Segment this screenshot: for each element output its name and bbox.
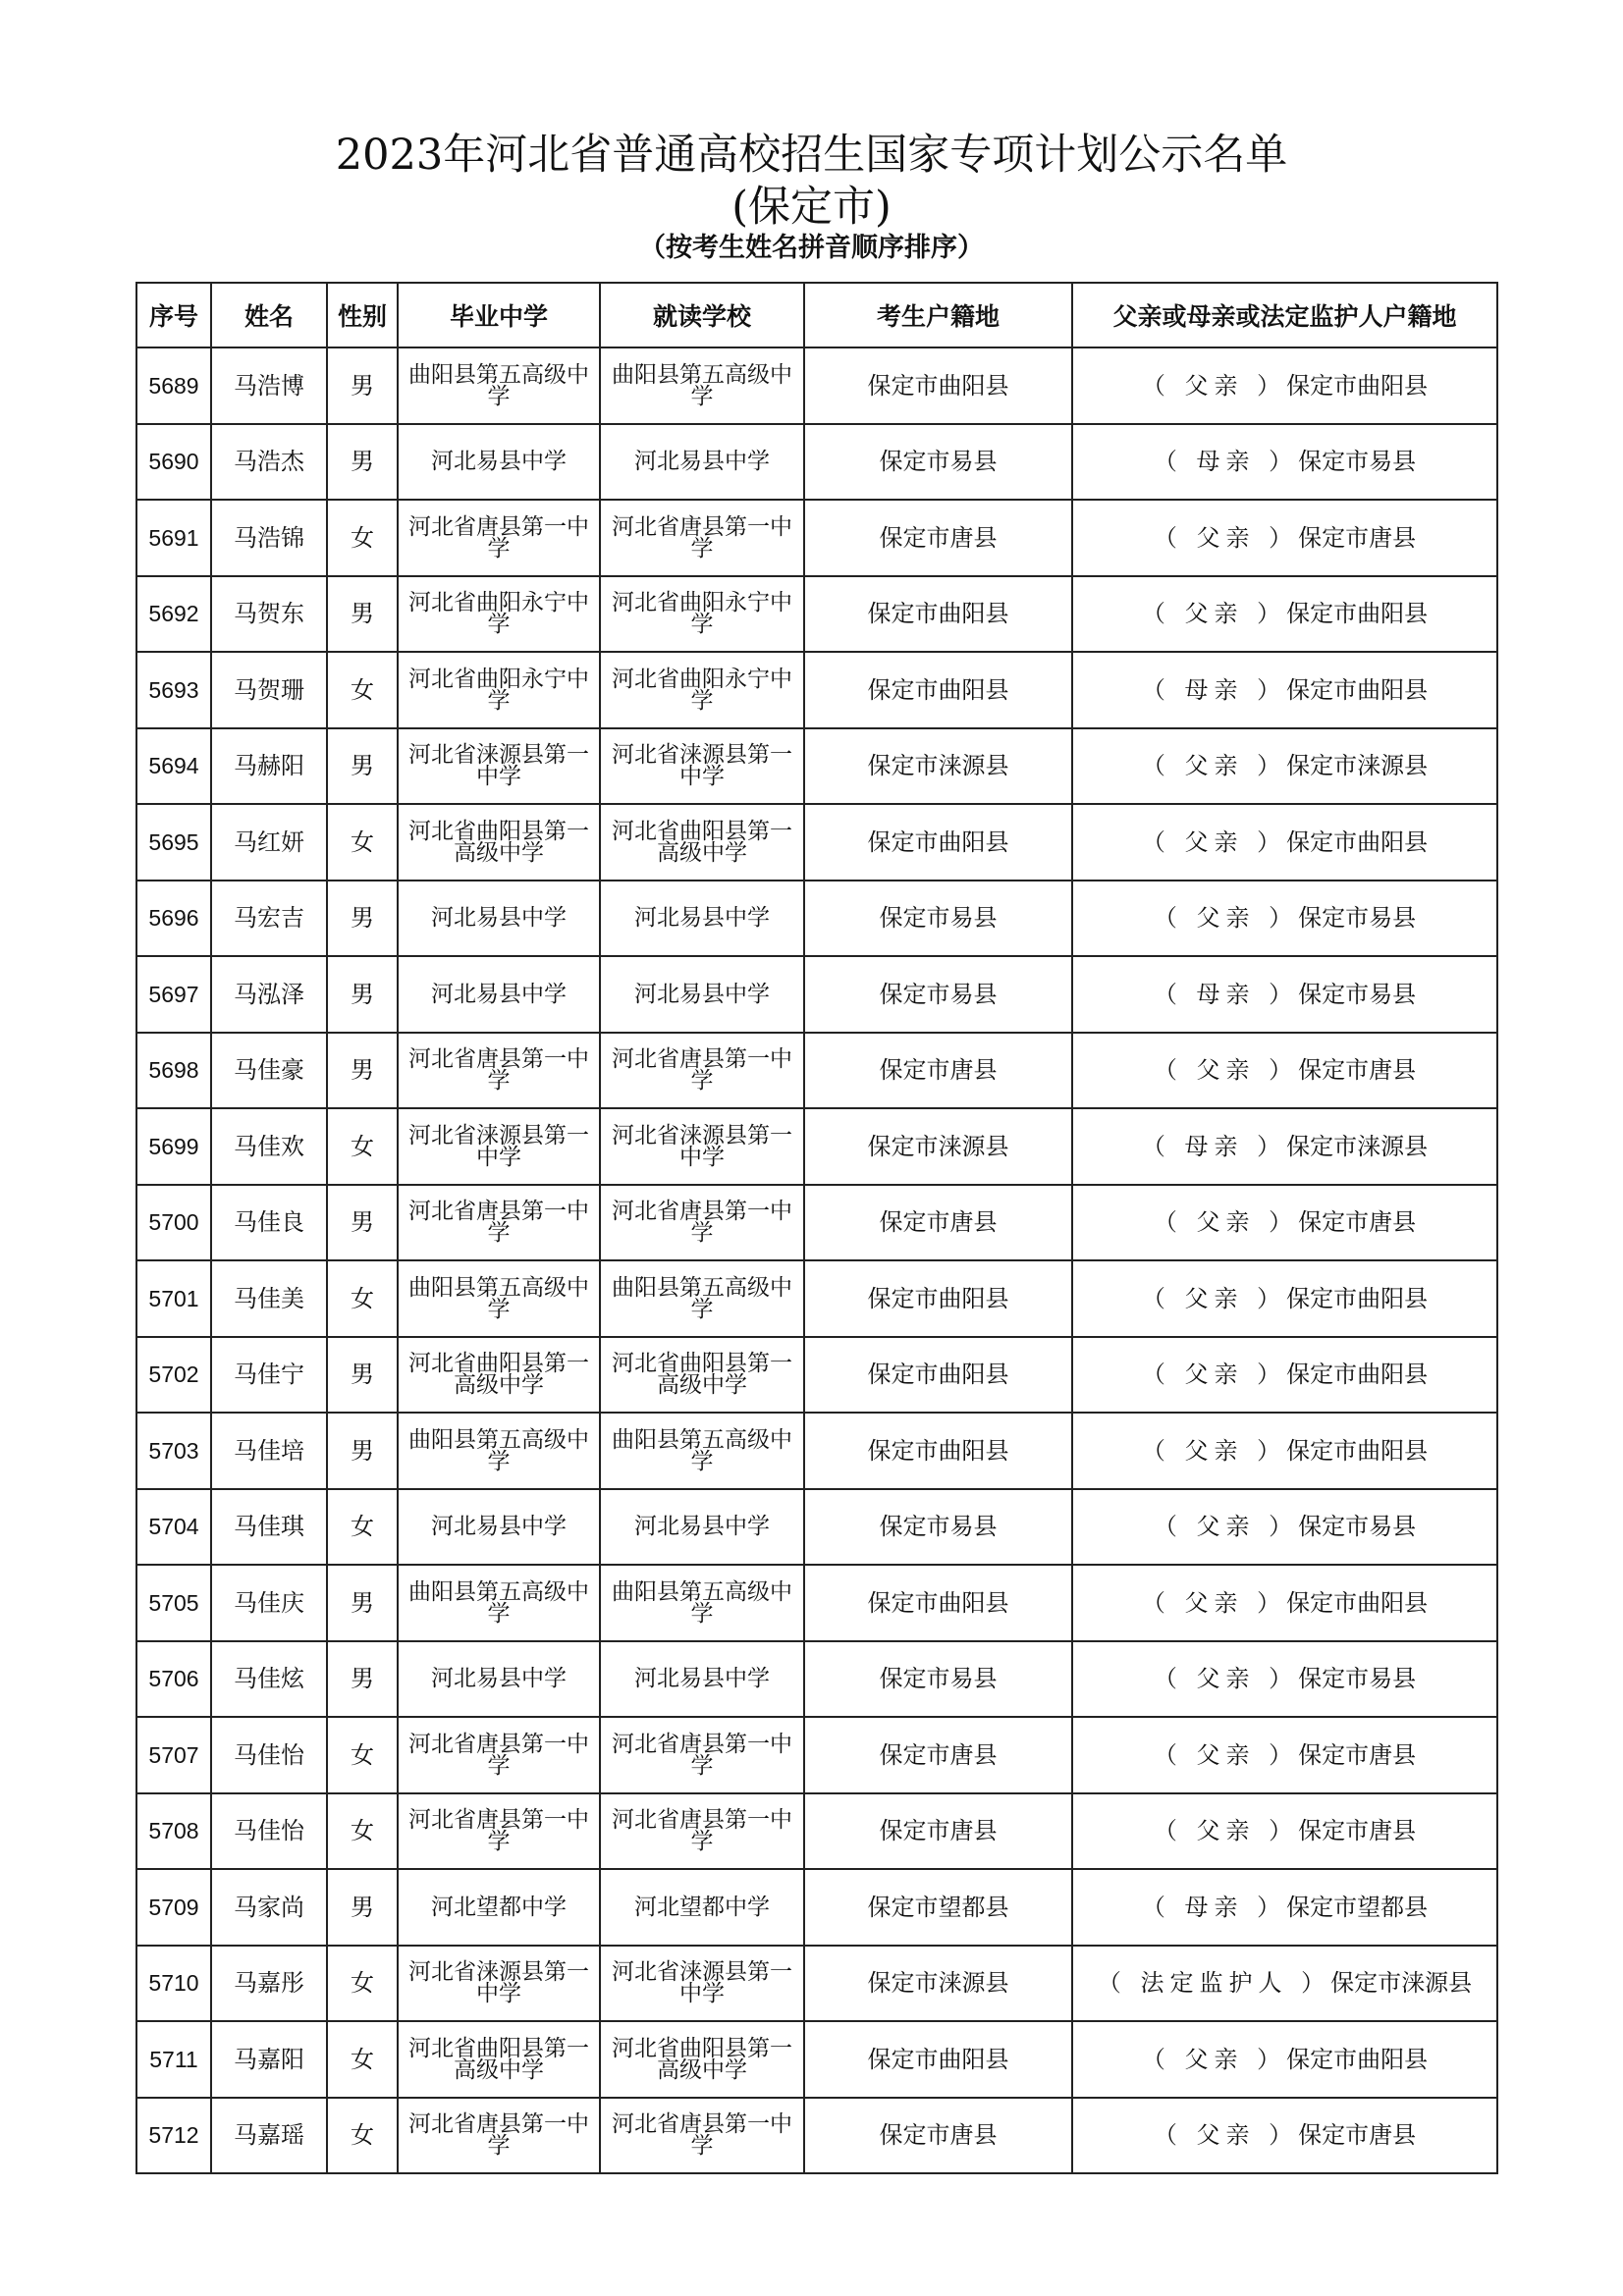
cell-gender: 女 bbox=[327, 1717, 398, 1793]
table-header-row bbox=[136, 283, 1497, 347]
cell-gender: 女 bbox=[327, 1489, 398, 1566]
cell-guardian-residence bbox=[1072, 1793, 1497, 1870]
table-row bbox=[136, 500, 1497, 576]
guardian-relation: （ 父亲 ） bbox=[1153, 1513, 1299, 1541]
cell-seq: 5707 bbox=[136, 1717, 211, 1793]
cell-seq: 5692 bbox=[136, 576, 211, 653]
cell-guardian-residence bbox=[1072, 347, 1497, 424]
cell-guardian-residence bbox=[1072, 881, 1497, 957]
cell-name: 马贺珊 bbox=[211, 652, 327, 728]
cell-seq: 5701 bbox=[136, 1260, 211, 1337]
cell-seq: 5705 bbox=[136, 1565, 211, 1641]
guardian-residence: 保定市唐县 bbox=[1298, 1056, 1417, 1085]
cell-guardian-residence bbox=[1072, 956, 1497, 1033]
cell-current-school: 河北省曲阳永宁中学 bbox=[600, 576, 804, 653]
cell-current-school: 河北易县中学 bbox=[600, 1489, 804, 1566]
header-current-school: 就读学校 bbox=[600, 283, 804, 347]
cell-guardian-residence bbox=[1072, 1033, 1497, 1109]
cell-guardian-residence bbox=[1072, 1869, 1497, 1946]
guardian-relation: （ 母亲 ） bbox=[1141, 1893, 1287, 1921]
cell-gender: 女 bbox=[327, 1946, 398, 2022]
cell-grad-school: 河北省曲阳县第一高级中学 bbox=[398, 804, 600, 881]
guardian-relation: （ 父亲 ） bbox=[1141, 828, 1287, 856]
cell-seq: 5697 bbox=[136, 956, 211, 1033]
cell-current-school: 河北省唐县第一中学 bbox=[600, 1793, 804, 1870]
cell-name: 马赫阳 bbox=[211, 728, 327, 805]
cell-grad-school: 河北省唐县第一中学 bbox=[398, 500, 600, 576]
cell-residence: 保定市曲阳县 bbox=[804, 804, 1072, 881]
cell-guardian-residence bbox=[1072, 1108, 1497, 1185]
cell-current-school: 河北省唐县第一中学 bbox=[600, 1033, 804, 1109]
cell-residence: 保定市曲阳县 bbox=[804, 1337, 1072, 1414]
guardian-residence: 保定市唐县 bbox=[1298, 523, 1417, 552]
cell-guardian-residence bbox=[1072, 2021, 1497, 2098]
cell-gender: 男 bbox=[327, 881, 398, 957]
table-row bbox=[136, 1946, 1497, 2022]
guardian-residence: 保定市望都县 bbox=[1286, 1893, 1429, 1921]
cell-current-school: 河北省涞源县第一中学 bbox=[600, 1108, 804, 1185]
table-row bbox=[136, 1717, 1497, 1793]
cell-grad-school: 曲阳县第五高级中学 bbox=[398, 347, 600, 424]
table-row bbox=[136, 1337, 1497, 1414]
cell-grad-school: 河北省涞源县第一中学 bbox=[398, 1108, 600, 1185]
cell-residence: 保定市唐县 bbox=[804, 1185, 1072, 1261]
cell-guardian-residence bbox=[1072, 652, 1497, 728]
cell-residence: 保定市易县 bbox=[804, 956, 1072, 1033]
sort-note: （按考生姓名拼音顺序排序） bbox=[639, 233, 984, 263]
table-row bbox=[136, 1565, 1497, 1641]
guardian-residence: 保定市唐县 bbox=[1298, 1208, 1417, 1237]
guardian-relation: （ 父亲 ） bbox=[1153, 1817, 1299, 1845]
cell-current-school: 河北省曲阳县第一高级中学 bbox=[600, 1337, 804, 1414]
cell-guardian-residence bbox=[1072, 1185, 1497, 1261]
cell-residence: 保定市曲阳县 bbox=[804, 576, 1072, 653]
table-row bbox=[136, 804, 1497, 881]
guardian-residence: 保定市易县 bbox=[1298, 904, 1417, 933]
guardian-relation: （ 母亲 ） bbox=[1153, 448, 1299, 476]
cell-guardian-residence bbox=[1072, 1413, 1497, 1489]
roster-table bbox=[135, 282, 1498, 2174]
cell-current-school: 河北省涞源县第一中学 bbox=[600, 1946, 804, 2022]
table-row bbox=[136, 2098, 1497, 2174]
cell-residence: 保定市唐县 bbox=[804, 1717, 1072, 1793]
cell-name: 马佳欢 bbox=[211, 1108, 327, 1185]
cell-guardian-residence bbox=[1072, 1946, 1497, 2022]
table-row bbox=[136, 1641, 1497, 1718]
guardian-relation: （ 父亲 ） bbox=[1141, 1284, 1287, 1312]
cell-current-school: 曲阳县第五高级中学 bbox=[600, 347, 804, 424]
guardian-relation: （ 母亲 ） bbox=[1141, 675, 1287, 704]
cell-name: 马佳庆 bbox=[211, 1565, 327, 1641]
cell-current-school: 曲阳县第五高级中学 bbox=[600, 1565, 804, 1641]
guardian-residence: 保定市曲阳县 bbox=[1286, 1284, 1429, 1312]
guardian-relation: （ 父亲 ） bbox=[1141, 2045, 1287, 2073]
table-row bbox=[136, 1108, 1497, 1185]
cell-residence: 保定市易县 bbox=[804, 1641, 1072, 1718]
cell-seq: 5704 bbox=[136, 1489, 211, 1566]
cell-gender: 男 bbox=[327, 1869, 398, 1946]
guardian-relation: （ 父亲 ） bbox=[1141, 1588, 1287, 1617]
table-row bbox=[136, 576, 1497, 653]
guardian-relation: （ 父亲 ） bbox=[1153, 1056, 1299, 1085]
cell-grad-school: 河北易县中学 bbox=[398, 1641, 600, 1718]
document-title: 2023年河北省普通高校招生国家专项计划公示名单 bbox=[335, 131, 1288, 180]
cell-grad-school: 河北省曲阳县第一高级中学 bbox=[398, 1337, 600, 1414]
cell-gender: 女 bbox=[327, 1793, 398, 1870]
cell-grad-school: 河北易县中学 bbox=[398, 956, 600, 1033]
guardian-relation: （ 父亲 ） bbox=[1153, 1208, 1299, 1237]
guardian-residence: 保定市涞源县 bbox=[1286, 1132, 1429, 1160]
cell-seq: 5698 bbox=[136, 1033, 211, 1109]
cell-gender: 女 bbox=[327, 652, 398, 728]
cell-name: 马佳炫 bbox=[211, 1641, 327, 1718]
cell-current-school: 河北易县中学 bbox=[600, 881, 804, 957]
cell-current-school: 河北易县中学 bbox=[600, 956, 804, 1033]
cell-name: 马红妍 bbox=[211, 804, 327, 881]
cell-residence: 保定市曲阳县 bbox=[804, 347, 1072, 424]
cell-residence: 保定市曲阳县 bbox=[804, 2021, 1072, 2098]
table-row bbox=[136, 347, 1497, 424]
cell-guardian-residence bbox=[1072, 1641, 1497, 1718]
cell-current-school: 河北易县中学 bbox=[600, 424, 804, 501]
table-row bbox=[136, 2021, 1497, 2098]
cell-name: 马宏吉 bbox=[211, 881, 327, 957]
cell-residence: 保定市涞源县 bbox=[804, 728, 1072, 805]
header-name: 姓名 bbox=[211, 283, 327, 347]
cell-current-school: 河北望都中学 bbox=[600, 1869, 804, 1946]
guardian-residence: 保定市曲阳县 bbox=[1286, 600, 1429, 628]
guardian-relation: （ 法定监护人 ） bbox=[1097, 1969, 1331, 1998]
cell-current-school: 河北易县中学 bbox=[600, 1641, 804, 1718]
guardian-residence: 保定市曲阳县 bbox=[1286, 1436, 1429, 1465]
guardian-residence: 保定市曲阳县 bbox=[1286, 1361, 1429, 1389]
cell-name: 马佳良 bbox=[211, 1185, 327, 1261]
cell-current-school: 河北省曲阳县第一高级中学 bbox=[600, 2021, 804, 2098]
cell-seq: 5703 bbox=[136, 1413, 211, 1489]
cell-current-school: 河北省唐县第一中学 bbox=[600, 1185, 804, 1261]
cell-gender: 男 bbox=[327, 576, 398, 653]
cell-guardian-residence bbox=[1072, 804, 1497, 881]
cell-residence: 保定市曲阳县 bbox=[804, 652, 1072, 728]
guardian-relation: （ 父亲 ） bbox=[1141, 1436, 1287, 1465]
cell-seq: 5710 bbox=[136, 1946, 211, 2022]
guardian-residence: 保定市唐县 bbox=[1298, 2121, 1417, 2150]
cell-residence: 保定市曲阳县 bbox=[804, 1260, 1072, 1337]
guardian-residence: 保定市易县 bbox=[1298, 1513, 1417, 1541]
header-residence: 考生户籍地 bbox=[804, 283, 1072, 347]
guardian-relation: （ 母亲 ） bbox=[1141, 1132, 1287, 1160]
cell-grad-school: 河北省涞源县第一中学 bbox=[398, 1946, 600, 2022]
cell-name: 马嘉彤 bbox=[211, 1946, 327, 2022]
cell-seq: 5706 bbox=[136, 1641, 211, 1718]
cell-grad-school: 河北省唐县第一中学 bbox=[398, 1717, 600, 1793]
cell-residence: 保定市涞源县 bbox=[804, 1108, 1072, 1185]
cell-gender: 男 bbox=[327, 956, 398, 1033]
cell-gender: 女 bbox=[327, 1260, 398, 1337]
cell-seq: 5709 bbox=[136, 1869, 211, 1946]
cell-residence: 保定市望都县 bbox=[804, 1869, 1072, 1946]
cell-gender: 女 bbox=[327, 500, 398, 576]
cell-name: 马泓泽 bbox=[211, 956, 327, 1033]
table-row bbox=[136, 1489, 1497, 1566]
cell-name: 马浩杰 bbox=[211, 424, 327, 501]
cell-name: 马贺东 bbox=[211, 576, 327, 653]
guardian-relation: （ 父亲 ） bbox=[1141, 600, 1287, 628]
guardian-residence: 保定市易县 bbox=[1298, 980, 1417, 1008]
cell-current-school: 河北省唐县第一中学 bbox=[600, 2098, 804, 2174]
cell-grad-school: 河北易县中学 bbox=[398, 424, 600, 501]
table-row bbox=[136, 956, 1497, 1033]
cell-name: 马佳豪 bbox=[211, 1033, 327, 1109]
cell-name: 马嘉阳 bbox=[211, 2021, 327, 2098]
table-row bbox=[136, 1185, 1497, 1261]
cell-residence: 保定市唐县 bbox=[804, 1793, 1072, 1870]
cell-name: 马佳怡 bbox=[211, 1717, 327, 1793]
cell-guardian-residence bbox=[1072, 1337, 1497, 1414]
table-row bbox=[136, 1793, 1497, 1870]
cell-name: 马佳宁 bbox=[211, 1337, 327, 1414]
guardian-residence: 保定市易县 bbox=[1298, 448, 1417, 476]
cell-current-school: 河北省唐县第一中学 bbox=[600, 500, 804, 576]
cell-seq: 5691 bbox=[136, 500, 211, 576]
cell-gender: 男 bbox=[327, 1185, 398, 1261]
cell-guardian-residence bbox=[1072, 424, 1497, 501]
guardian-residence: 保定市唐县 bbox=[1298, 1740, 1417, 1769]
cell-gender: 男 bbox=[327, 424, 398, 501]
cell-grad-school: 河北省唐县第一中学 bbox=[398, 2098, 600, 2174]
header-grad-school: 毕业中学 bbox=[398, 283, 600, 347]
cell-grad-school: 河北省唐县第一中学 bbox=[398, 1793, 600, 1870]
cell-gender: 男 bbox=[327, 1565, 398, 1641]
document-subtitle: (保定市) bbox=[731, 183, 892, 232]
cell-seq: 5696 bbox=[136, 881, 211, 957]
cell-grad-school: 河北省曲阳永宁中学 bbox=[398, 576, 600, 653]
guardian-residence: 保定市曲阳县 bbox=[1286, 2045, 1429, 2073]
table-row bbox=[136, 1869, 1497, 1946]
header-gender: 性别 bbox=[327, 283, 398, 347]
cell-seq: 5694 bbox=[136, 728, 211, 805]
cell-guardian-residence bbox=[1072, 1565, 1497, 1641]
cell-grad-school: 河北易县中学 bbox=[398, 881, 600, 957]
cell-guardian-residence bbox=[1072, 1489, 1497, 1566]
cell-name: 马佳美 bbox=[211, 1260, 327, 1337]
guardian-residence: 保定市曲阳县 bbox=[1286, 675, 1429, 704]
cell-residence: 保定市涞源县 bbox=[804, 1946, 1072, 2022]
cell-gender: 男 bbox=[327, 1033, 398, 1109]
cell-guardian-residence bbox=[1072, 1717, 1497, 1793]
table-row bbox=[136, 424, 1497, 501]
cell-seq: 5699 bbox=[136, 1108, 211, 1185]
cell-guardian-residence bbox=[1072, 2098, 1497, 2174]
cell-name: 马家尚 bbox=[211, 1869, 327, 1946]
cell-grad-school: 河北望都中学 bbox=[398, 1869, 600, 1946]
cell-name: 马佳培 bbox=[211, 1413, 327, 1489]
guardian-relation: （ 父亲 ） bbox=[1141, 371, 1287, 400]
table-row bbox=[136, 652, 1497, 728]
cell-residence: 保定市唐县 bbox=[804, 1033, 1072, 1109]
cell-seq: 5693 bbox=[136, 652, 211, 728]
cell-name: 马佳怡 bbox=[211, 1793, 327, 1870]
table-body bbox=[136, 347, 1497, 2173]
table-row bbox=[136, 1260, 1497, 1337]
guardian-relation: （ 父亲 ） bbox=[1141, 1361, 1287, 1389]
cell-name: 马浩锦 bbox=[211, 500, 327, 576]
cell-guardian-residence bbox=[1072, 728, 1497, 805]
guardian-residence: 保定市唐县 bbox=[1298, 1817, 1417, 1845]
cell-residence: 保定市易县 bbox=[804, 1489, 1072, 1566]
cell-seq: 5702 bbox=[136, 1337, 211, 1414]
cell-residence: 保定市易县 bbox=[804, 424, 1072, 501]
cell-seq: 5711 bbox=[136, 2021, 211, 2098]
cell-current-school: 河北省唐县第一中学 bbox=[600, 1717, 804, 1793]
guardian-residence: 保定市曲阳县 bbox=[1286, 1588, 1429, 1617]
cell-gender: 女 bbox=[327, 804, 398, 881]
cell-residence: 保定市曲阳县 bbox=[804, 1413, 1072, 1489]
cell-grad-school: 曲阳县第五高级中学 bbox=[398, 1260, 600, 1337]
table-row bbox=[136, 1033, 1497, 1109]
cell-current-school: 曲阳县第五高级中学 bbox=[600, 1260, 804, 1337]
cell-name: 马佳琪 bbox=[211, 1489, 327, 1566]
cell-grad-school: 河北省唐县第一中学 bbox=[398, 1185, 600, 1261]
cell-grad-school: 河北易县中学 bbox=[398, 1489, 600, 1566]
guardian-relation: （ 父亲 ） bbox=[1153, 523, 1299, 552]
table-row bbox=[136, 728, 1497, 805]
guardian-relation: （ 父亲 ） bbox=[1153, 2121, 1299, 2150]
cell-residence: 保定市唐县 bbox=[804, 2098, 1072, 2174]
guardian-residence: 保定市涞源县 bbox=[1286, 752, 1429, 780]
guardian-relation: （ 父亲 ） bbox=[1141, 752, 1287, 780]
table-row bbox=[136, 881, 1497, 957]
cell-gender: 男 bbox=[327, 1413, 398, 1489]
cell-grad-school: 曲阳县第五高级中学 bbox=[398, 1565, 600, 1641]
cell-guardian-residence bbox=[1072, 1260, 1497, 1337]
header-seq: 序号 bbox=[136, 283, 211, 347]
cell-grad-school: 河北省唐县第一中学 bbox=[398, 1033, 600, 1109]
cell-gender: 女 bbox=[327, 2021, 398, 2098]
guardian-relation: （ 母亲 ） bbox=[1153, 980, 1299, 1008]
cell-name: 马嘉瑶 bbox=[211, 2098, 327, 2174]
guardian-relation: （ 父亲 ） bbox=[1153, 904, 1299, 933]
cell-seq: 5708 bbox=[136, 1793, 211, 1870]
guardian-relation: （ 父亲 ） bbox=[1153, 1665, 1299, 1693]
cell-gender: 男 bbox=[327, 728, 398, 805]
guardian-residence: 保定市曲阳县 bbox=[1286, 371, 1429, 400]
cell-seq: 5695 bbox=[136, 804, 211, 881]
cell-residence: 保定市易县 bbox=[804, 881, 1072, 957]
cell-gender: 女 bbox=[327, 2098, 398, 2174]
cell-seq: 5700 bbox=[136, 1185, 211, 1261]
cell-grad-school: 河北省曲阳永宁中学 bbox=[398, 652, 600, 728]
cell-seq: 5689 bbox=[136, 347, 211, 424]
guardian-residence: 保定市涞源县 bbox=[1330, 1969, 1473, 1998]
cell-seq: 5690 bbox=[136, 424, 211, 501]
cell-gender: 男 bbox=[327, 347, 398, 424]
guardian-residence: 保定市曲阳县 bbox=[1286, 828, 1429, 856]
cell-grad-school: 曲阳县第五高级中学 bbox=[398, 1413, 600, 1489]
cell-grad-school: 河北省曲阳县第一高级中学 bbox=[398, 2021, 600, 2098]
cell-current-school: 河北省涞源县第一中学 bbox=[600, 728, 804, 805]
cell-gender: 男 bbox=[327, 1337, 398, 1414]
header-guardian-residence: 父亲或母亲或法定监护人户籍地 bbox=[1072, 283, 1497, 347]
table-row bbox=[136, 1413, 1497, 1489]
cell-name: 马浩博 bbox=[211, 347, 327, 424]
cell-grad-school: 河北省涞源县第一中学 bbox=[398, 728, 600, 805]
cell-gender: 女 bbox=[327, 1108, 398, 1185]
cell-current-school: 曲阳县第五高级中学 bbox=[600, 1413, 804, 1489]
cell-current-school: 河北省曲阳永宁中学 bbox=[600, 652, 804, 728]
cell-guardian-residence bbox=[1072, 576, 1497, 653]
cell-guardian-residence bbox=[1072, 500, 1497, 576]
cell-residence: 保定市曲阳县 bbox=[804, 1565, 1072, 1641]
guardian-residence: 保定市易县 bbox=[1298, 1665, 1417, 1693]
cell-residence: 保定市唐县 bbox=[804, 500, 1072, 576]
cell-gender: 男 bbox=[327, 1641, 398, 1718]
cell-seq: 5712 bbox=[136, 2098, 211, 2174]
guardian-relation: （ 父亲 ） bbox=[1153, 1740, 1299, 1769]
cell-current-school: 河北省曲阳县第一高级中学 bbox=[600, 804, 804, 881]
